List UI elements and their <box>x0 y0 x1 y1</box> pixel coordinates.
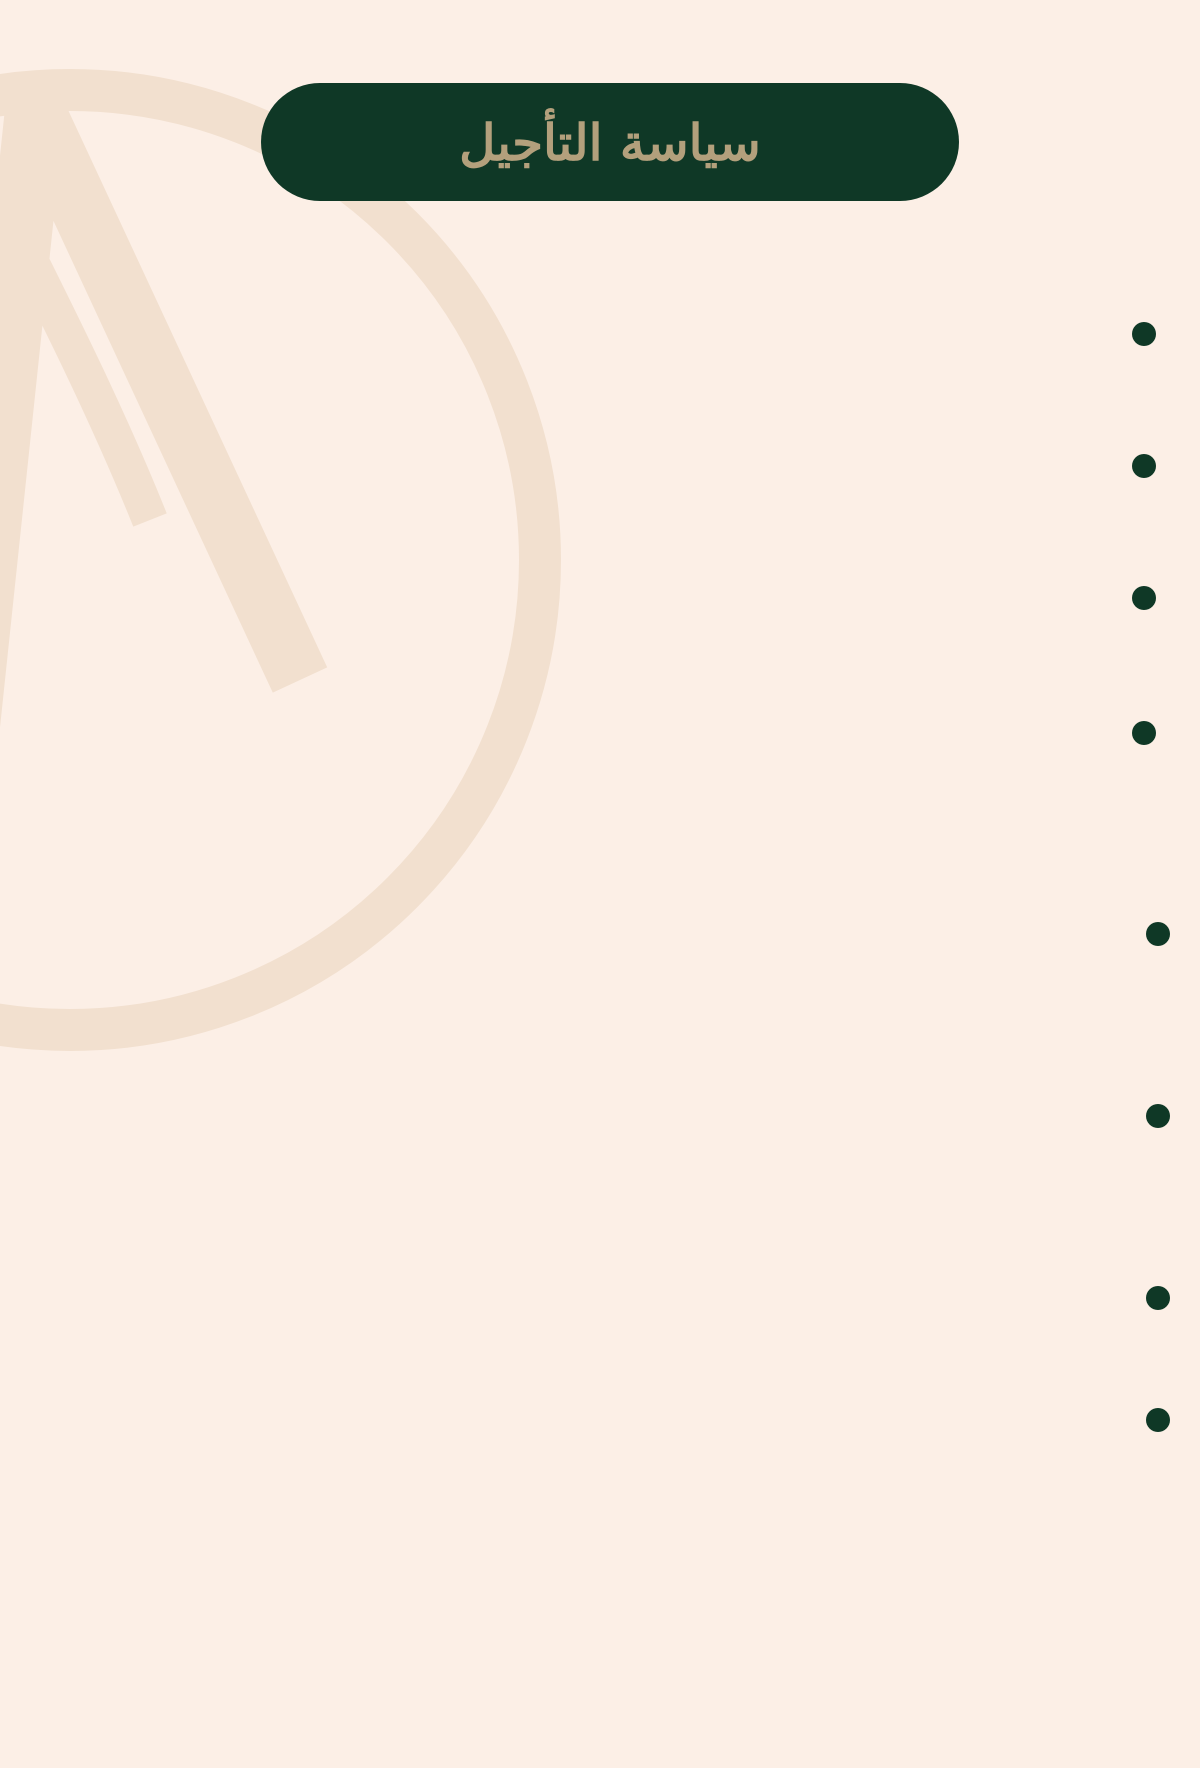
bullet-icon <box>1146 1104 1170 1128</box>
bullet-icon <box>1146 1286 1170 1310</box>
bullet-icon <box>1146 1408 1170 1432</box>
bullet-icon <box>1132 586 1156 610</box>
bullet-icon <box>1132 721 1156 745</box>
bullet-icon <box>1132 322 1156 346</box>
page-title: سياسة التأجيل <box>459 112 761 172</box>
bullet-icon <box>1132 454 1156 478</box>
bullet-icon <box>1146 922 1170 946</box>
